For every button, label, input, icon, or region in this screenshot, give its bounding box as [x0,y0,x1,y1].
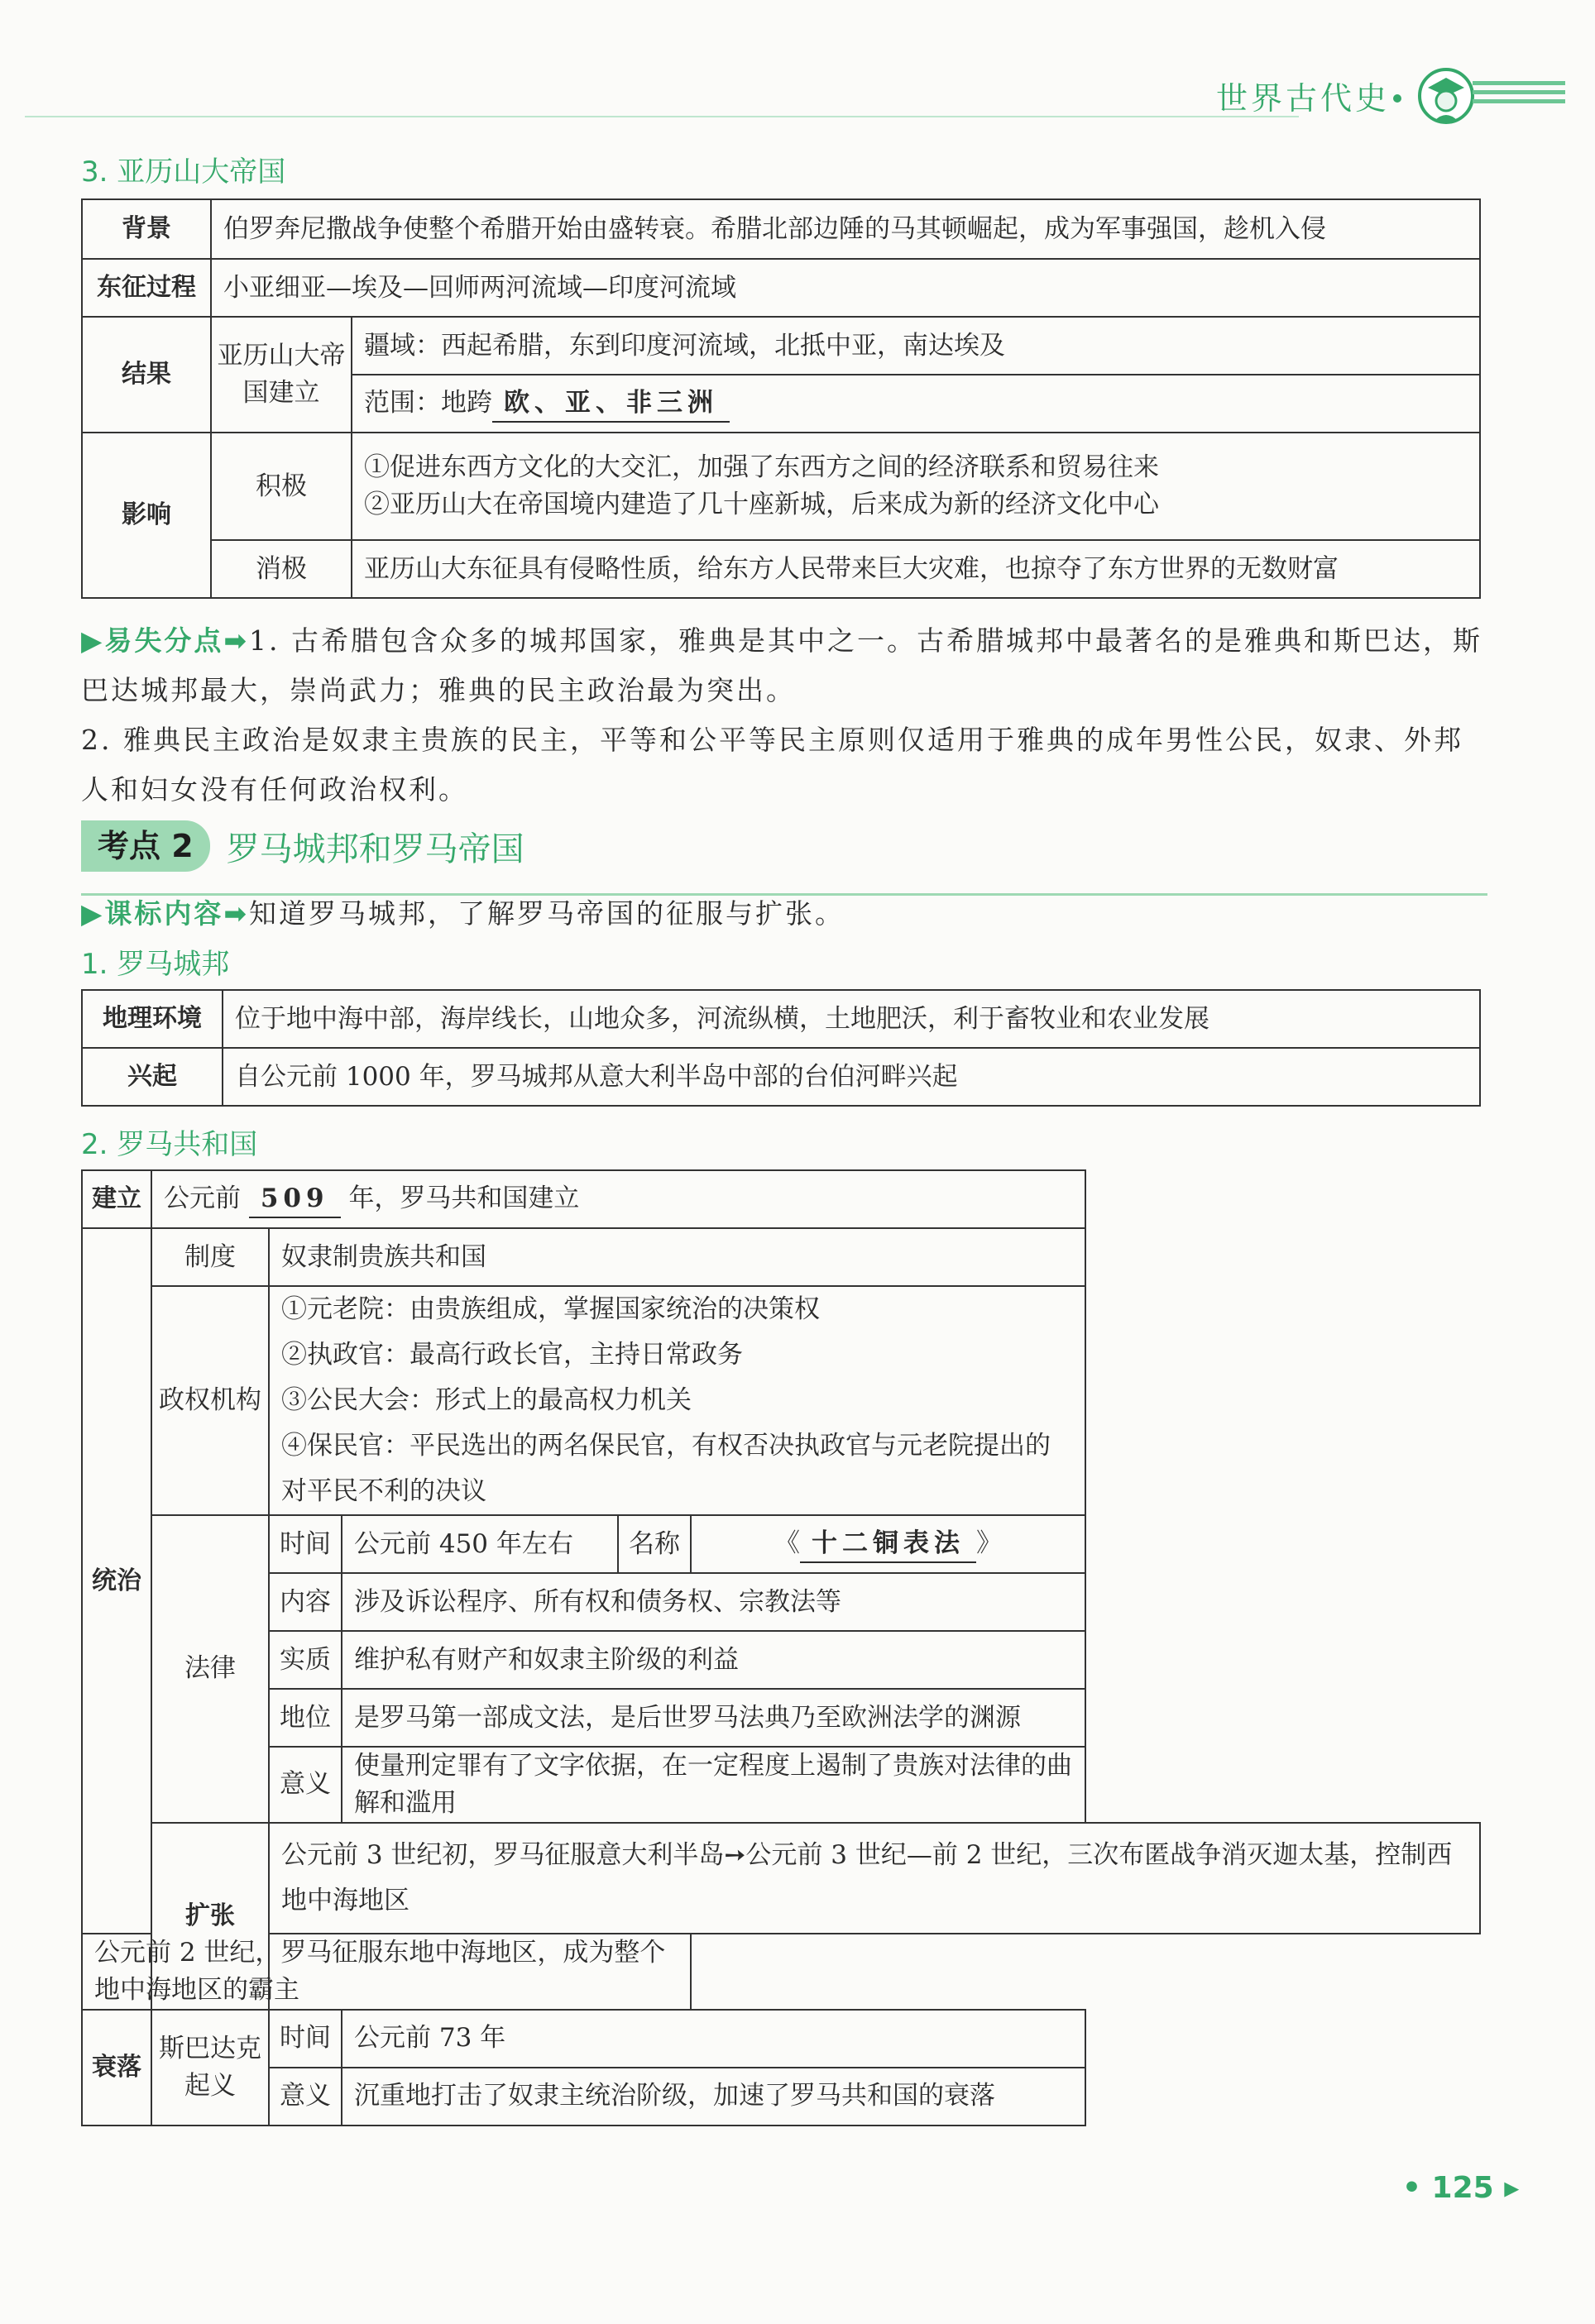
row-label-geography: 地理环境 [82,990,223,1048]
row-label-expansion: 扩张 [151,1823,269,2010]
system-label: 制度 [151,1228,269,1286]
law-essence-text: 维护私有财产和奴隶主阶级的利益 [342,1631,1085,1689]
government-label: 政权机构 [151,1286,269,1515]
result-sub-label: 亚历山大帝国建立 [211,317,352,433]
system-text: 奴隶制贵族共和国 [269,1228,1085,1286]
government-cell [269,1286,1085,1515]
row-label-eastern-march: 东征过程 [82,259,211,317]
page-number: • 125 ▸ [1402,2171,1520,2205]
section-title-alexander: 3. 亚历山大帝国 [81,155,286,189]
section-title-roman-republic: 2. 罗马共和国 [81,1128,258,1161]
law-name-open-quote: 《 [774,1528,800,1558]
header-divider [25,116,1299,117]
header-stripes [1473,81,1565,108]
law-name-blank: 十二铜表法 [800,1525,976,1564]
establish-year-blank: 509 [249,1180,341,1219]
negative-label: 消极 [211,540,352,598]
law-meaning-label: 意义 [269,1747,342,1823]
row-label-impact: 影响 [82,433,211,598]
positive-impact-cell [352,433,1480,540]
law-name-close-quote: 》 [976,1528,1002,1558]
page-header-title: 世界古代史 [1216,80,1391,117]
kaodian-heading [81,817,524,875]
government-item-4: ④保民官：平民选出的两名保民官，有权否决执政官与元老院提出的对平民不利的决议 [281,1431,1051,1506]
spartacus-label: 斯巴达克起义 [151,2010,269,2126]
law-status-text: 是罗马第一部成文法，是后世罗马法典乃至欧洲法学的渊源 [342,1689,1085,1747]
territory-text: 疆域：西起希腊，东到印度河流域，北抵中亚，南达埃及 [352,317,1480,375]
positive-impact-1: ①促进东西方文化的大交汇，加强了东西方之间的经济联系和贸易往来 [364,452,1159,483]
student-mascot-icon [1416,66,1476,126]
header-dot [1393,94,1401,103]
spartacus-meaning-label: 意义 [269,2068,342,2126]
law-content-label: 内容 [269,1573,342,1631]
row-label-result: 结果 [82,317,211,433]
spartacus-time-text: 公元前 73 年 [342,2010,1085,2068]
curriculum-line [81,889,1487,939]
rise-text: 自公元前 1000 年，罗马城邦从意大利半岛中部的台伯河畔兴起 [223,1048,1480,1106]
law-time-label: 时间 [269,1515,342,1573]
establish-prefix: 公元前 [164,1183,241,1213]
expansion-text-1: 公元前 3 世纪初，罗马征服意大利半岛➙公元前 3 世纪—前 2 世纪，三次布匿战争消灭迦太基，控制西地中海地区 [269,1823,1480,1934]
negative-impact-text: 亚历山大东征具有侵略性质，给东方人民带来巨大灾难，也掠夺了东方世界的无数财富 [352,540,1480,598]
row-label-decline: 衰落 [82,2010,151,2126]
eastern-march-text: 小亚细亚—埃及—回师两河流域—印度河流域 [211,259,1480,317]
establish-suffix: 年，罗马共和国建立 [348,1183,580,1213]
law-label: 法律 [151,1515,269,1823]
kaodian-badge: 考点 2 [81,820,210,872]
scope-answer-blank: 欧、亚、非三洲 [492,385,730,423]
government-item-3: ③公民大会：形式上的最高权力机关 [281,1385,692,1415]
row-label-rise: 兴起 [82,1048,223,1106]
law-status-label: 地位 [269,1689,342,1747]
row-label-establish: 建立 [82,1170,151,1228]
spartacus-meaning-text: 沉重地打击了奴隶主统治阶级，加速了罗马共和国的衰落 [342,2068,1085,2126]
law-time-text: 公元前 450 年左右 [342,1515,618,1573]
roman-city-table [81,989,1481,1107]
law-meaning-text: 使量刑定罪有了文字依据，在一定程度上遏制了贵族对法律的曲解和滥用 [342,1747,1085,1823]
tips-paragraph-2: 2. 雅典民主政治是奴隶主贵族的民主，平等和公平等民主原则仅适用于雅典的成年男性公民，奴隶、外邦人和妇女没有任何政治权利。 [81,724,1463,806]
law-name-label: 名称 [618,1515,691,1573]
law-name-cell [691,1515,1085,1573]
row-label-background: 背景 [82,199,211,259]
row-label-rule: 统治 [82,1228,151,1934]
scope-prefix: 范围：地跨 [364,387,492,418]
roman-republic-table [81,1169,1481,2126]
geography-text: 位于地中海中部，海岸线长，山地众多，河流纵横，土地肥沃，利于畜牧业和农业发展 [223,990,1480,1048]
positive-label: 积极 [211,433,352,540]
government-item-1: ①元老院：由贵族组成，掌握国家统治的决策权 [281,1294,820,1324]
spartacus-time-label: 时间 [269,2010,342,2068]
law-content-text: 涉及诉讼程序、所有权和债务权、宗教法等 [342,1573,1085,1631]
kaodian-title: 罗马城邦和罗马帝国 [226,830,524,868]
background-text: 伯罗奔尼撒战争使整个希腊开始由盛转衰。希腊北部边陲的马其顿崛起，成为军事强国，趁机入侵 [211,199,1480,259]
section-title-roman-city: 1. 罗马城邦 [81,948,230,981]
curriculum-text: 知道罗马城邦，了解罗马帝国的征服与扩张。 [249,897,845,930]
positive-impact-2: ②亚历山大在帝国境内建造了几十座新城，后来成为新的经济文化中心 [364,490,1159,519]
alexander-empire-table [81,198,1481,599]
tips-tag: ▶易失分点➡ [81,624,250,657]
tips-text-1: 1. 古希腊包含众多的城邦国家，雅典是其中之一。古希腊城邦中最著名的是雅典和斯巴达，斯巴达城邦最大，崇尚武力；雅典的民主政治最为突出。 [81,624,1483,706]
tips-paragraph-1 [81,616,1487,715]
establish-cell [151,1170,1085,1228]
scope-cell [352,375,1480,433]
expansion-text-2: 公元前 2 世纪，罗马征服东地中海地区，成为整个地中海地区的霸主 [82,1934,691,2010]
curriculum-tag: ▶课标内容➡ [81,897,250,930]
law-essence-label: 实质 [269,1631,342,1689]
government-item-2: ②执政官：最高行政长官，主持日常政务 [281,1340,743,1370]
